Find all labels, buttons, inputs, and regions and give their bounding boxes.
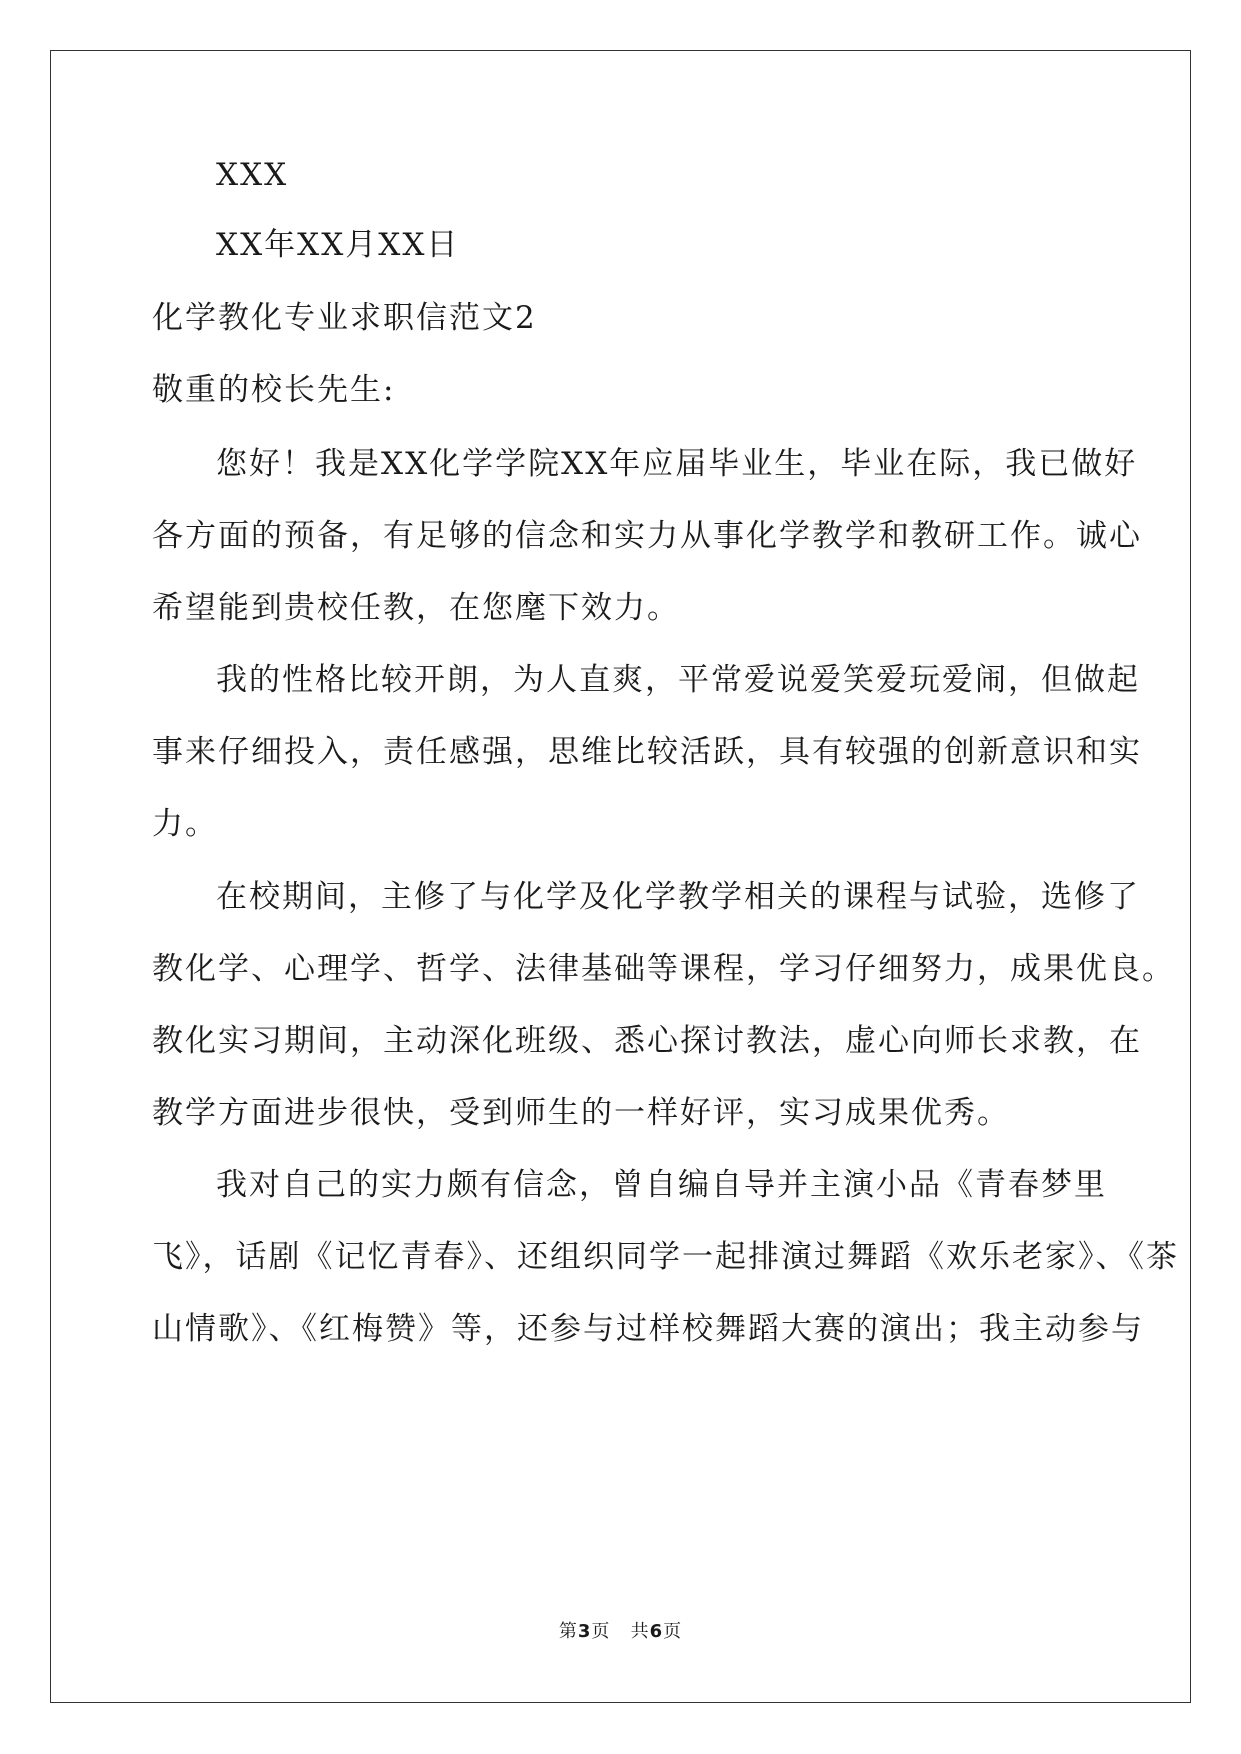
page-number-footer	[0, 1620, 1241, 1644]
body-line-10: 教学方面进步很快，受到师生的一样好评，实习成果优秀。	[152, 1095, 1010, 1131]
body-line-12: 飞》，话剧《记忆青春》、还组织同学一起排演过舞蹈《欢乐老家》、《茶	[152, 1239, 1179, 1275]
signature-name: XXX	[216, 157, 289, 193]
body-line-5: 事来仔细投入，责任感强，思维比较活跃，具有较强的创新意识和实	[152, 734, 1142, 770]
salutation: 敬重的校长先生:	[152, 372, 396, 408]
body-line-3: 希望能到贵校任教，在您麾下效力。	[152, 590, 680, 626]
page-suffix: 页	[663, 1621, 683, 1642]
body-line-4: 我的性格比较开朗，为人直爽，平常爱说爱笑爱玩爱闹，但做起	[216, 662, 1140, 698]
body-line-8: 教化学、心理学、哲学、法律基础等课程，学习仔细努力，成果优良。	[152, 951, 1175, 987]
page-current: 3	[577, 1621, 592, 1642]
body-line-7: 在校期间，主修了与化学及化学教学相关的课程与试验，选修了	[216, 879, 1140, 915]
body-line-2: 各方面的预备，有足够的信念和实力从事化学教学和教研工作。诚心	[152, 518, 1142, 554]
page-mid: 页 共	[591, 1621, 650, 1642]
body-line-1: 您好！我是XX化学学院XX年应届毕业生，毕业在际，我已做好	[216, 446, 1138, 482]
body-line-9: 教化实习期间，主动深化班级、悉心探讨教法，虚心向师长求教，在	[152, 1023, 1142, 1059]
body-line-11: 我对自己的实力颇有信念，曾自编自导并主演小品《青春梦里	[216, 1167, 1107, 1203]
body-line-6: 力。	[152, 806, 218, 842]
letter-title: 化学教化专业求职信范文2	[152, 300, 537, 336]
body-line-13: 山情歌》、《红梅赞》等，还参与过样校舞蹈大赛的演出；我主动参与	[152, 1311, 1144, 1347]
page-prefix: 第	[558, 1621, 578, 1642]
page-total: 6	[649, 1621, 664, 1642]
signature-date: XX年XX月XX日	[216, 227, 460, 263]
